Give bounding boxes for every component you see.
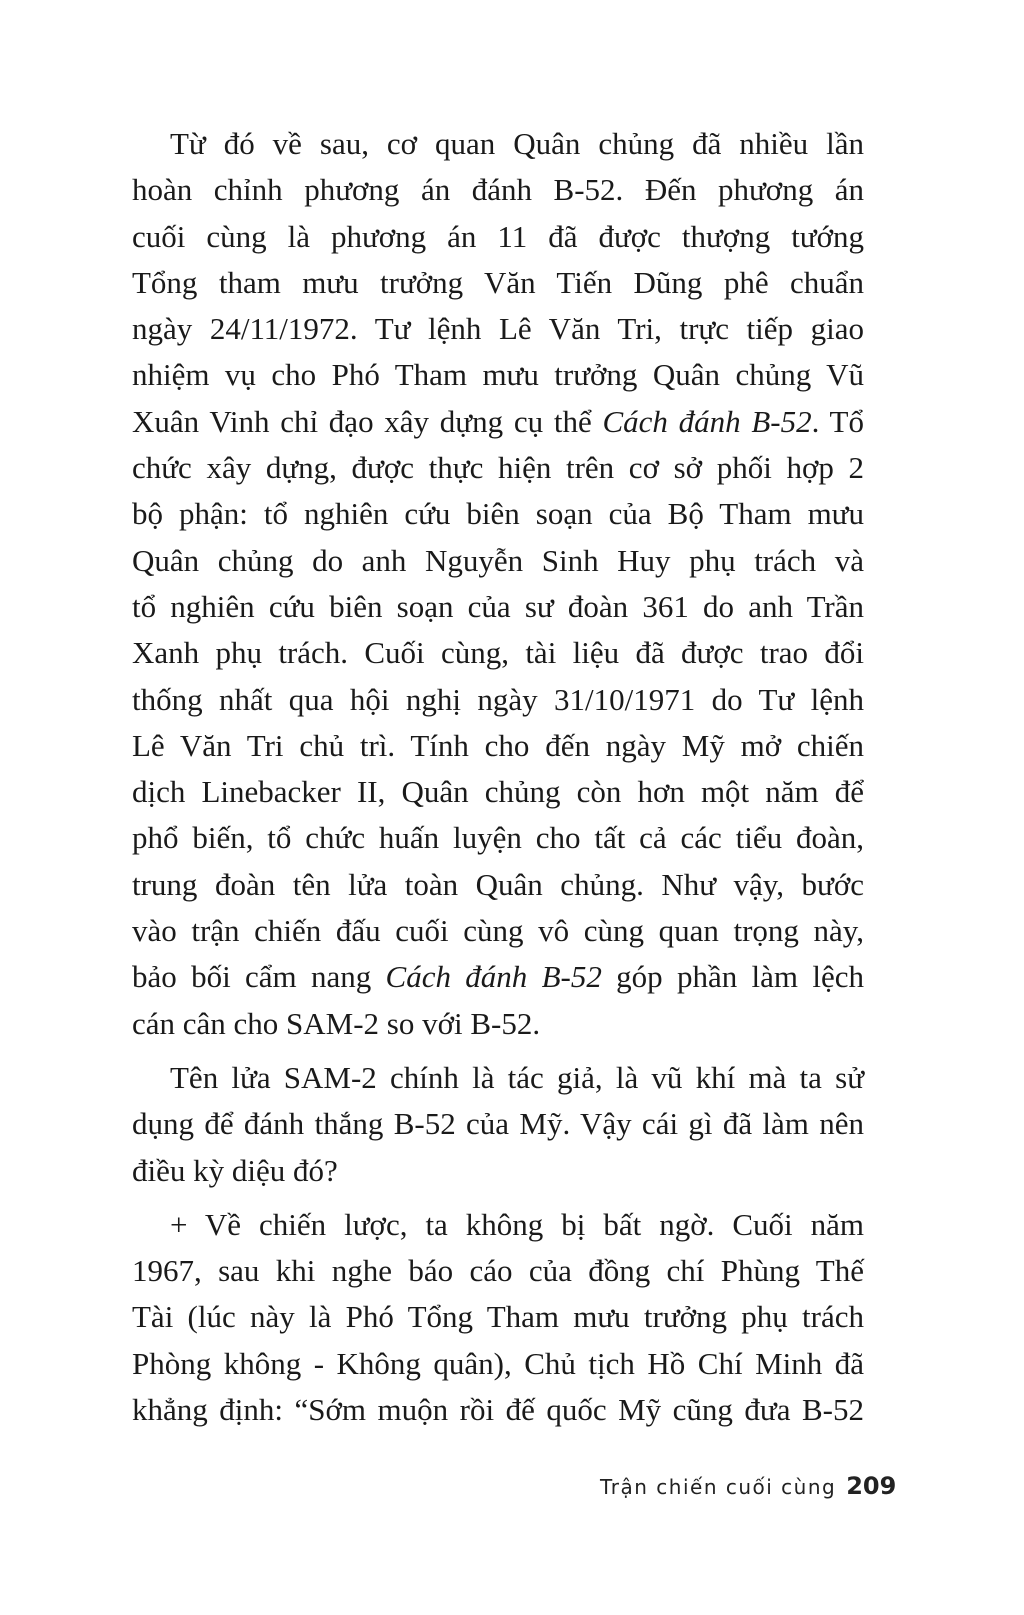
text-run: góp phần làm lệch — [601, 959, 864, 995]
text-run: . Tổ — [811, 403, 864, 439]
body-text — [132, 121, 864, 1433]
running-title: Trận chiến cuối cùng — [600, 1475, 837, 1499]
text-line: Từ đó về sau, cơ quan Quân chủng đã nhiều lần — [170, 126, 864, 161]
text-line: Quân chủng do anh Nguyễn Sinh Huy phụ trách và — [132, 542, 864, 578]
text-line: nhiệm vụ cho Phó Tham mưu trưởng Quân chủng Vũ — [132, 357, 864, 393]
text-line: cuối cùng là phương án 11 đã được thượng tướng — [132, 218, 864, 254]
paragraph-gap — [132, 1194, 864, 1202]
text-line: chức xây dựng, được thực hiện trên cơ sở phối hợp 2 — [132, 450, 864, 486]
text-line: + Về chiến lược, ta không bị bất ngờ. Cuối năm — [170, 1206, 864, 1242]
page-footer — [600, 1472, 897, 1500]
text-line: bộ phận: tổ nghiên cứu biên soạn của Bộ Tham mưu — [132, 496, 864, 532]
text-line: vào trận chiến đấu cuối cùng vô cùng quan trọng này, — [132, 913, 864, 949]
text-line: Lê Văn Tri chủ trì. Tính cho đến ngày Mỹ mở chiến — [132, 727, 864, 763]
text-line: 1967, sau khi nghe báo cáo của đồng chí Phùng Thế — [132, 1253, 864, 1289]
text-run: bảo bối cẩm nang — [132, 959, 386, 995]
paragraph-gap — [132, 1047, 864, 1055]
text-line: trung đoàn tên lửa toàn Quân chủng. Như vậy, bước — [132, 866, 864, 902]
page-number: 209 — [846, 1472, 897, 1500]
text-line: thống nhất qua hội nghị ngày 31/10/1971 do Tư lệnh — [132, 681, 864, 717]
text-line — [132, 399, 864, 445]
text-line: dụng để đánh thắng B-52 của Mỹ. Vậy cái gì đã làm nên — [132, 1106, 864, 1142]
text-line: phổ biến, tổ chức huấn luyện cho tất cả các tiểu đoàn, — [132, 820, 864, 856]
italic-title: Cách đánh B-52 — [602, 403, 812, 439]
text-line: cán cân cho SAM-2 so với B-52. — [132, 1005, 541, 1041]
paragraph-1 — [132, 121, 864, 1047]
text-line: tổ nghiên cứu biên soạn của sư đoàn 361 do anh Trần — [132, 588, 864, 624]
italic-title: Cách đánh B-52 — [385, 959, 602, 995]
text-line: điều kỳ diệu đó? — [132, 1152, 338, 1188]
text-line: khẳng định: “Sớm muộn rồi đế quốc Mỹ cũng đưa B-52 — [132, 1392, 864, 1428]
paragraph-3 — [132, 1202, 864, 1433]
text-line: Tài (lúc này là Phó Tổng Tham mưu trưởng phụ trách — [132, 1299, 864, 1335]
text-line: Tên lửa SAM-2 chính là tác giả, là vũ khí mà ta sử — [170, 1059, 864, 1095]
paragraph-2 — [132, 1055, 864, 1194]
text-line: Xanh phụ trách. Cuối cùng, tài liệu đã được trao đổi — [132, 635, 864, 671]
text-line: dịch Linebacker II, Quân chủng còn hơn một năm để — [132, 774, 864, 810]
text-line: Phòng không - Không quân), Chủ tịch Hồ Chí Minh đã — [132, 1345, 864, 1381]
text-line — [132, 954, 864, 1000]
text-line: hoàn chỉnh phương án đánh B-52. Đến phương án — [132, 172, 864, 208]
text-line: Tổng tham mưu trưởng Văn Tiến Dũng phê chuẩn — [132, 264, 864, 300]
text-run: Xuân Vinh chỉ đạo xây dựng cụ thể — [132, 403, 603, 439]
text-line: ngày 24/11/1972. Tư lệnh Lê Văn Tri, trực tiếp giao — [132, 311, 864, 347]
